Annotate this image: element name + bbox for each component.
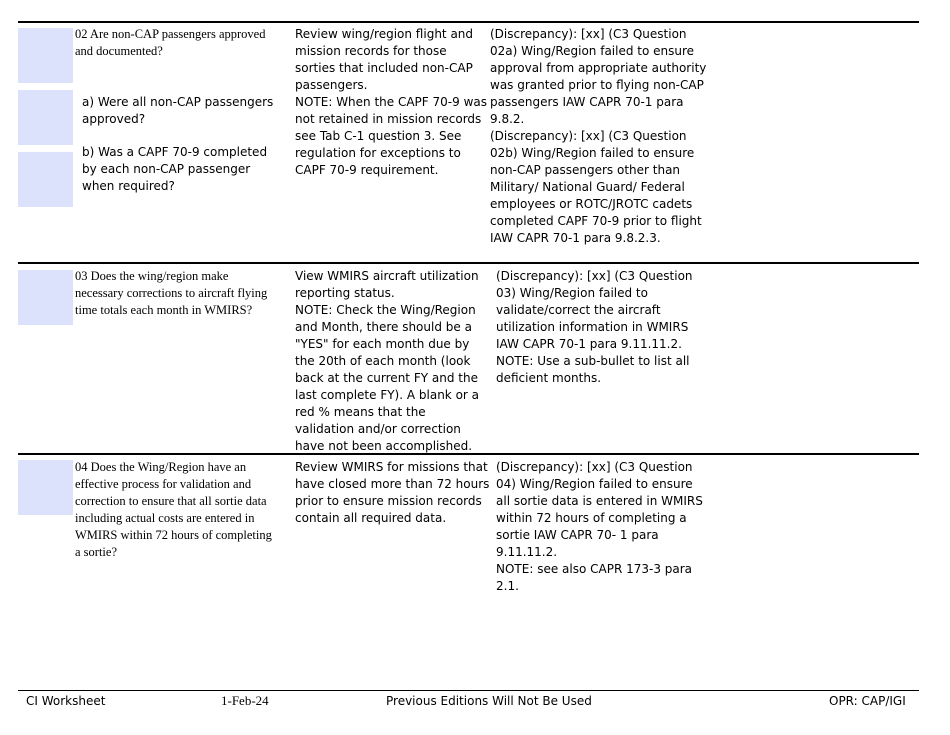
question-04: 04 Does the Wing/Region have an effective process for validation and correction to ensure that all sortie data including actual costs are entered in WMIRS within 72 hours of completing a sortie?	[75, 460, 272, 559]
discrepancy-note: NOTE: see also CAPR 173-3 para 2.1.	[496, 562, 693, 593]
guidance-note: NOTE: When the CAPF 70-9 was not retained in mission records see Tab C-1 question 3. See regulation for exceptions to CAPF 70-9 requirement.	[295, 95, 487, 177]
guidance-text: Review wing/region flight and mission records for those sorties that included non-CAP passengers.	[295, 27, 474, 92]
question-03: 03 Does the wing/region make necessary corrections to aircraft flying time totals each month in WMIRS?	[75, 269, 268, 317]
guidance-text: Review WMIRS for missions that have closed more than 72 hours prior to ensure mission records contain all required data.	[295, 460, 490, 525]
discrepancy-02a: (Discrepancy): [xx] (C3 Question 02a) Wing/Region failed to ensure approval from appropriate authority was granted prior to flying non-CAP passengers IAW CAPR 70-1 para 9.8.2.	[490, 27, 707, 126]
discrepancy-02	[490, 26, 710, 247]
checkbox-q03[interactable]	[18, 270, 73, 325]
top-rule	[18, 21, 919, 23]
checkbox-q04[interactable]	[18, 460, 73, 515]
discrepancy-note: NOTE: Use a sub-bullet to list all deficient months.	[496, 354, 690, 385]
discrepancy-02b: (Discrepancy): [xx] (C3 Question 02b) Wing/Region failed to ensure non-CAP passengers other than Military/ National Guard/ Federal employees or ROTC/JROTC cadets completed CAPF 70-9 prior to flight IAW CAPR 70-1 para 9.8.2.3.	[490, 129, 702, 245]
discrepancy-04	[496, 459, 708, 595]
discrepancy-text: (Discrepancy): [xx] (C3 Question 04) Wing/Region failed to ensure all sortie data is entered in WMIRS within 72 hours of completing a sortie IAW CAPR 70- 1 para 9.11.11.2.	[496, 460, 703, 559]
checkbox-q02a[interactable]	[18, 90, 73, 145]
guidance-04	[295, 459, 490, 527]
checkbox-q02[interactable]	[18, 28, 73, 83]
guidance-note: NOTE: Check the Wing/Region and Month, there should be a "YES" for each month due by the 20th of each month (look back at the current FY and the last complete FY). A blank or a red % means that the validation and/or correction have not been accomplished.	[295, 303, 480, 453]
guidance-03	[295, 268, 487, 455]
guidance-text: View WMIRS aircraft utilization reporting status.	[295, 269, 479, 300]
footer-rule	[18, 690, 919, 691]
footer-opr: OPR: CAP/IGI	[829, 694, 906, 708]
question-02: 02 Are non-CAP passengers approved and documented?	[75, 27, 266, 58]
checkbox-q02b[interactable]	[18, 152, 73, 207]
subquestion-02a: a) Were all non-CAP passengers approved?	[82, 95, 274, 126]
subquestion-02b: b) Was a CAPF 70-9 completed by each non-CAP passenger when required?	[82, 145, 268, 193]
footer-date: 1-Feb-24	[221, 693, 269, 708]
section-divider	[18, 262, 919, 264]
discrepancy-text: (Discrepancy): [xx] (C3 Question 03) Wing/Region failed to validate/correct the aircraft utilization information in WMIRS IAW CAPR 70-1 para 9.11.11.2.	[496, 269, 693, 351]
discrepancy-03	[496, 268, 708, 387]
guidance-02	[295, 26, 487, 179]
footer-editions-note: Previous Editions Will Not Be Used	[386, 694, 592, 708]
footer-worksheet-name: CI Worksheet	[26, 694, 106, 708]
